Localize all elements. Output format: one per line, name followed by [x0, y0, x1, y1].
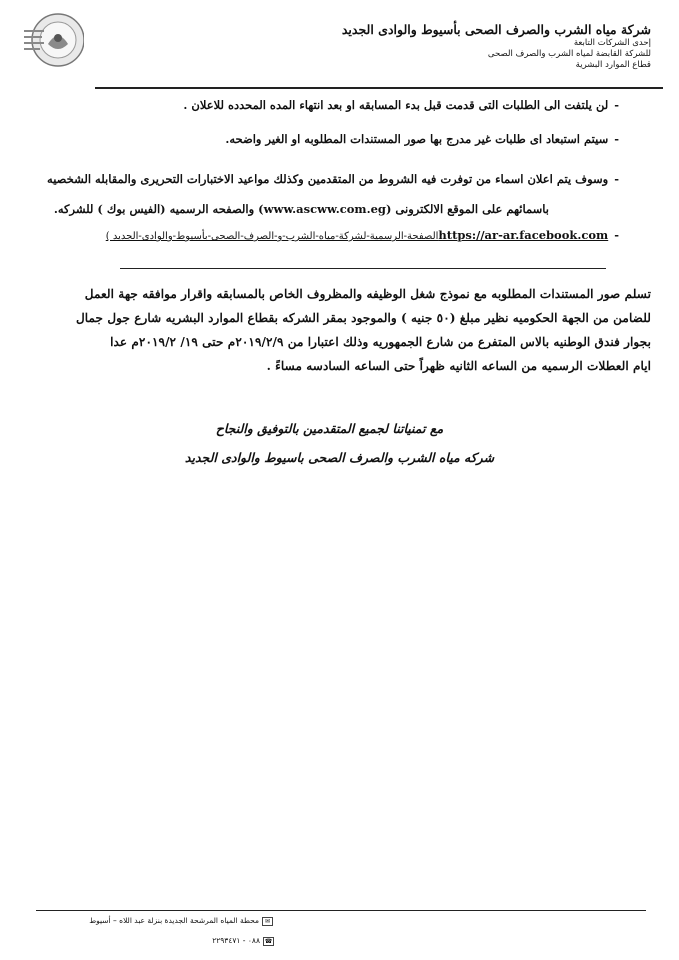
sector-name: قطاع الموارد البشرية	[575, 60, 651, 70]
footer-divider	[36, 910, 646, 911]
paragraph-line: تسلم صور المستندات المطلوبه مع نموذج شغل الوظيفه والمظروف الخاص بالمسابقه واقرار موافقه جهة العمل	[84, 287, 651, 301]
paragraph-line: للضامن من الجهة الحكوميه نظير مبلغ (٥٠ جنيه ) والموجود بمقر الشركه بقطاع الموارد البشريه شارع جول جمال	[75, 311, 651, 325]
list-item: -لن يلتفت الى الطلبات التى قدمت قبل بدء المسابقه او بعد انتهاء المده المحدده للاعلان .	[183, 98, 619, 112]
subsidiary-note: إحدى الشركات التابعة	[573, 38, 651, 48]
footer-address-line	[89, 916, 273, 926]
phone-icon: ☎	[264, 937, 273, 945]
letterhead	[291, 22, 651, 71]
section-divider	[120, 268, 606, 269]
company-logo	[18, 10, 84, 70]
facebook-link[interactable]: -https://ar-ar.facebook.comالصفحة-الرسمية-لشركة-مياه-الشرب-و-الصرف-الصحى-بأسيوط-والوادى-الجديد )	[105, 228, 619, 242]
footer-address: محطة المياه المرشحة الجديدة بنزلة عبد اللاه – أسيوط	[89, 916, 259, 925]
footer-phone-line	[212, 936, 274, 946]
facebook-url[interactable]: https://ar-ar.facebook.com	[438, 228, 609, 242]
holding-company: للشركة القابضة لمياه الشرب والصرف الصحى	[487, 49, 651, 59]
list-item: -سيتم استبعاد اى طلبات غير مدرج بها صور المستندات المطلوبه او الغير واضحه.	[225, 132, 619, 146]
company-name: شركة مياه الشرب والصرف الصحى بأسيوط والوادى الجديد	[341, 22, 651, 37]
list-item: -وسوف يتم اعلان اسماء من توفرت فيه الشروط من المتقدمين وكذلك مواعيد الاختبارات التحريرى والمقابله الشخصيه	[47, 172, 619, 186]
list-item-continuation: باسمائهم على الموقع الالكترونى (www.ascww.com.eg) والصفحه الرسميه (الفيس بوك ) للشركه.	[53, 202, 549, 216]
closing-wish: مع تمنياتنا لجميع المتقدمين بالتوفيق والنجاح	[215, 421, 444, 436]
paragraph-line: بجوار فندق الوطنيه بالاس المتفرع من شارع الجمهوريه وذلك اعتبارا من ٢٠١٩/٢/٩م حتى ١٩/ ٢٠١٩/٢م عدا	[110, 335, 651, 349]
header-divider	[95, 87, 663, 89]
facebook-page-path[interactable]: الصفحة-الرسمية-لشركة-مياه-الشرب-و-الصرف-الصحى-بأسيوط-والوادى-الجديد )	[105, 231, 439, 242]
paragraph-line: ايام العطلات الرسميه من الساعه الثانيه ظهراً حتى الساعه السادسه مساءً .	[266, 359, 651, 373]
submission-instructions	[26, 282, 651, 378]
footer-phone: ٠٨٨ - ٢٢٩٣٤٧١	[212, 936, 260, 945]
envelope-icon: ✉	[262, 917, 273, 926]
closing-signature: شركه مياه الشرب والصرف الصحى باسيوط والوادى الجديد	[184, 450, 495, 465]
closing-block	[0, 414, 679, 472]
